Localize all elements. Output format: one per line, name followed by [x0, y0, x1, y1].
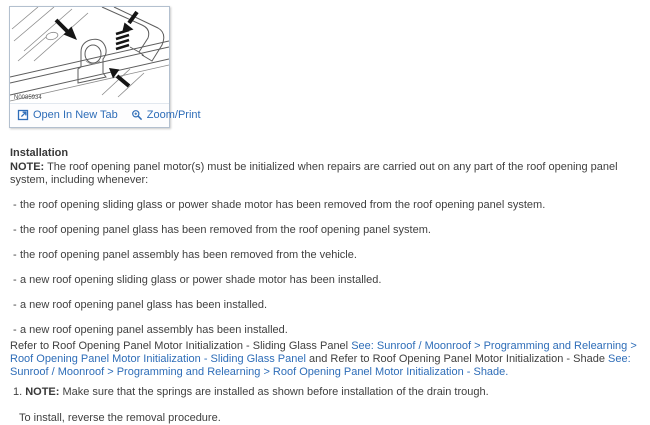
list-item — [13, 324, 644, 337]
list-item-text: a new roof opening panel glass has been installed. — [20, 299, 268, 311]
list-item-text: a new roof opening sliding glass or power shade motor has been installed. — [20, 274, 382, 286]
see-link-sliding-glass-panel[interactable]: See: Sunroof / Moonroof > Programming and Relearning > Roof Opening Panel Motor Initialization - Sliding Glass Panel — [10, 340, 637, 365]
note-text: The roof opening panel motor(s) must be initialized when repairs are carried out on any part of the roof opening panel system, including whenever: — [10, 161, 618, 186]
step-item-1 — [13, 386, 644, 399]
list-item-text: the roof opening sliding glass or power shade motor has been removed from the roof opening panel system. — [20, 199, 546, 211]
bullet-marker: - — [13, 274, 17, 286]
list-item-text: a new roof opening panel assembly has been installed. — [20, 324, 288, 336]
bullet-marker: - — [13, 249, 17, 261]
list-item-text: the roof opening panel assembly has been removed from the vehicle. — [20, 249, 357, 261]
open-in-new-tab-link[interactable] — [17, 109, 118, 121]
bullet-marker: - — [13, 224, 17, 236]
list-item — [13, 224, 644, 237]
list-item — [13, 199, 644, 212]
step-number: 1. — [13, 386, 23, 398]
list-item-text: the roof opening panel glass has been removed from the roof opening panel system. — [20, 224, 431, 236]
zoom-print-label: Zoom/Print — [146, 109, 201, 121]
roof-panel-drawing — [10, 7, 169, 103]
open-in-new-tab-label: Open In New Tab — [33, 109, 118, 121]
list-item — [13, 274, 644, 287]
zoom-print-link[interactable] — [131, 109, 201, 121]
list-item — [13, 249, 644, 262]
figure-id-label: N0085934 — [14, 95, 42, 101]
refer-text-1: Refer to Roof Opening Panel Motor Initialization - Sliding Glass Panel — [10, 340, 352, 352]
bullet-marker: - — [13, 299, 17, 311]
magnifier-icon — [131, 109, 143, 121]
note-label: NOTE: — [10, 161, 45, 173]
see-link-shade[interactable]: See: Sunroof / Moonroof > Programming and Relearning > Roof Opening Panel Motor Initialization - Shade. — [10, 353, 631, 378]
bullet-marker: - — [13, 324, 17, 336]
section-heading: Installation — [10, 147, 69, 159]
note-paragraph — [10, 161, 644, 187]
figure-toolbar — [10, 103, 201, 127]
condition-list — [10, 199, 644, 337]
bullet-marker: - — [13, 199, 17, 211]
figure-illustration — [10, 7, 169, 103]
installation-section — [10, 147, 644, 425]
refer-text-2: and Refer to Roof Opening Panel Motor Initialization - Shade — [305, 353, 609, 365]
step-note-text: Make sure that the springs are installed as shown before installation of the drain trough. — [59, 386, 489, 398]
figure-thumbnail[interactable] — [9, 6, 201, 128]
step-tail-text: To install, reverse the removal procedure. — [19, 412, 221, 424]
refer-paragraph — [10, 340, 644, 379]
list-item — [13, 299, 644, 312]
step-note-label: NOTE: — [25, 386, 60, 398]
open-in-new-icon — [17, 109, 29, 121]
